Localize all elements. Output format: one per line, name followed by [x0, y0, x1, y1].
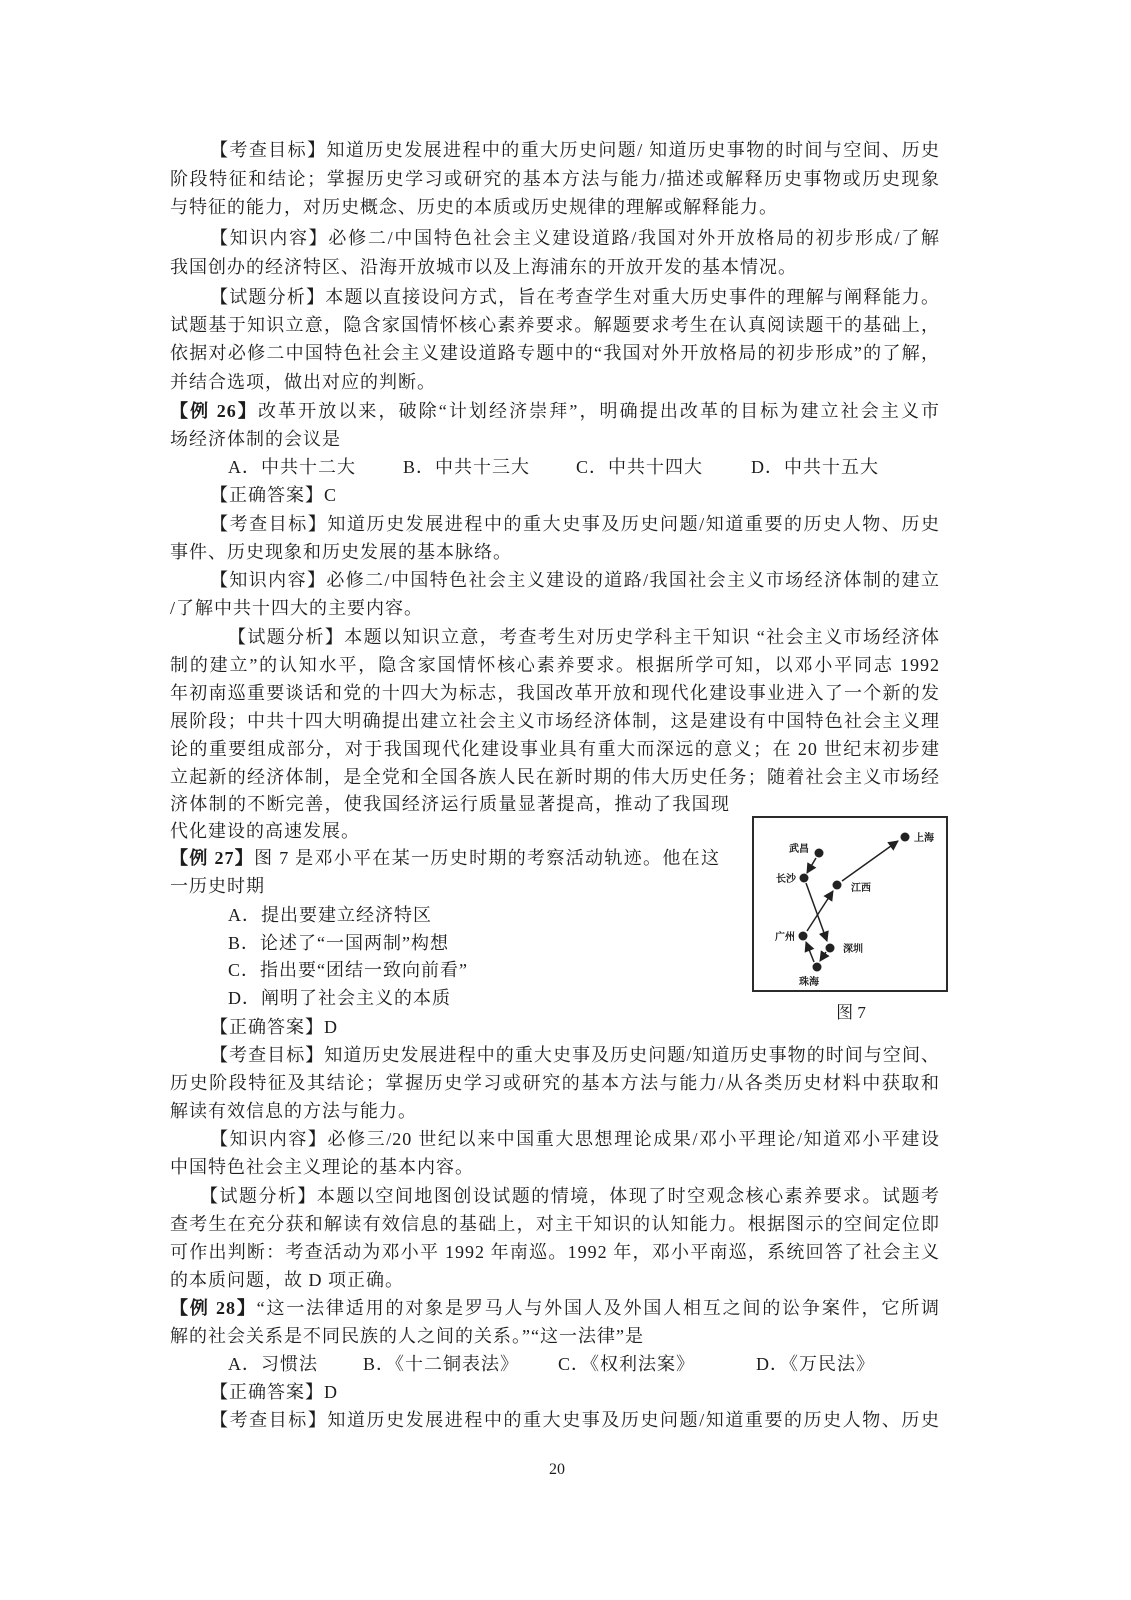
content-line: 中国特色社会主义理论的基本内容。: [170, 1157, 474, 1177]
analysis-line: 查考生在充分获和解读有效信息的基础上，对主干知识的认知能力。根据图示的空间定位即: [170, 1214, 940, 1234]
option-d: D．中共十五大: [751, 457, 879, 477]
option-b: B．中共十三大: [403, 457, 531, 477]
objective-line: 与特征的能力，对历史概念、历史的本质或历史规律的理解或解释能力。: [170, 197, 778, 217]
objective-line: [210, 512, 940, 536]
option-d: D．《万民法》: [756, 1354, 875, 1374]
analysis-text: 本题以直接设问方式，旨在考查学生对重大历史事件的理解与阐释能力。: [325, 287, 940, 307]
question-stem-line: 解的社会关系是不同民族的人之间的关系。”“这一法律”是: [170, 1326, 644, 1346]
objective-line: 历史阶段特征及其结论；掌握历史学习或研究的基本方法与能力/从各类历史材料中获取和: [170, 1073, 940, 1093]
objective-label: 【考查目标】: [210, 514, 328, 534]
analysis-line: 立起新的经济体制，是全党和全国各族人民在新时期的伟大历史任务；随着社会主义市场经: [170, 767, 940, 787]
option-b: B．论述了“一国两制”构想: [228, 933, 449, 953]
route-arrow-wuchang-changsha: [807, 858, 816, 873]
analysis-line: 代化建设的高速发展。: [170, 821, 360, 841]
analysis-line: 年初南巡重要谈话和党的十四大为标志，我国改革开放和现代化建设事业进入了一个新的发: [170, 683, 940, 703]
content-label: 【知识内容】: [210, 228, 329, 248]
route-map: [754, 818, 946, 990]
objective-line: 事件、历史现象和历史发展的基本脉络。: [170, 542, 512, 562]
answer-line: [210, 483, 337, 507]
objective-line: [210, 138, 940, 162]
question-stem-line: [170, 399, 940, 423]
objective-label: 【考查目标】: [210, 1045, 325, 1065]
objective-text: 知道历史发展进程中的重大史事及历史问题/知道历史事物的时间与空间、: [324, 1045, 940, 1065]
question-stem-line: 场经济体制的会议是: [170, 429, 341, 449]
example-label: 【例 27】: [170, 848, 255, 868]
objective-text: 知道历史发展进程中的重大史事及历史问题/知道重要的历史人物、历史: [327, 1410, 940, 1430]
answer-line: [210, 1380, 338, 1404]
question-stem-line: [170, 1296, 940, 1320]
shenzhen-label: 深圳: [843, 944, 863, 955]
objective-line: 解读有效信息的方法与能力。: [170, 1101, 417, 1121]
objective-line: [210, 1408, 940, 1432]
question-stem-text: “这一法律适用的对象是罗马人与外国人及外国人相互之间的讼争案件，它所调: [256, 1298, 940, 1318]
analysis-label: 【试题分析】: [210, 287, 326, 307]
option-a: A．中共十二大: [228, 457, 356, 477]
option-c: C．《权利法案》: [558, 1354, 696, 1374]
analysis-line: 的本质问题，故 D 项正确。: [170, 1270, 404, 1290]
page-number: 20: [549, 1461, 565, 1478]
zhuhai-dot: [813, 963, 822, 972]
question-stem-text: 图 7 是邓小平在某一历史时期的考察活动轨迹。他在这: [254, 848, 720, 868]
content-line: [210, 226, 940, 250]
content-label: 【知识内容】: [210, 1129, 328, 1149]
analysis-line: [228, 625, 940, 649]
changsha-label: 长沙: [776, 874, 796, 885]
content-text: 必修三/20 世纪以来中国重大思想理论成果/邓小平理论/知道邓小平建设: [327, 1129, 940, 1149]
option-a: A．提出要建立经济特区: [228, 905, 432, 925]
analysis-label: 【试题分析】: [200, 1186, 317, 1206]
shanghai-label: 上海: [914, 833, 934, 844]
example-label: 【例 28】: [170, 1298, 257, 1318]
analysis-line: 并结合选项，做出对应的判断。: [170, 372, 436, 392]
option-b: B．《十二铜表法》: [363, 1354, 520, 1374]
content-text: 必修二/中国特色社会主义建设的道路/我国社会主义市场经济体制的建立: [326, 570, 940, 590]
zhuhai-label: 珠海: [799, 977, 819, 988]
analysis-text: 本题以知识立意，考查考生对历史学科主干知识 “社会主义市场经济体: [344, 627, 940, 647]
objective-line: [210, 1043, 940, 1067]
route-arrow-zhuhai-guangzhou: [806, 942, 814, 962]
wuchang-label: 武昌: [789, 844, 809, 855]
route-arrow-jiangxi-shanghai: [842, 841, 898, 881]
objective-text: 知道历史发展进程中的重大历史问题/ 知道历史事物的时间与空间、历史: [326, 140, 940, 160]
shenzhen-dot: [826, 944, 835, 953]
guangzhou-dot: [799, 932, 808, 941]
changsha-dot: [800, 874, 809, 883]
answer-label: 【正确答案】: [210, 1382, 324, 1402]
analysis-line: 制的建立”的认知水平，隐含家国情怀核心素养要求。根据所学可知，以邓小平同志 1992: [170, 655, 940, 675]
jiangxi-dot: [833, 881, 842, 890]
route-map-figure: [752, 816, 948, 992]
content-line: [210, 568, 940, 592]
figure-caption: 图 7: [836, 1003, 866, 1022]
analysis-line: [210, 285, 940, 309]
route-arrow-changsha-shenzhen: [806, 883, 827, 941]
answer-value: C: [324, 485, 338, 505]
option-c: C．中共十四大: [576, 457, 704, 477]
answer-label: 【正确答案】: [210, 1017, 324, 1037]
content-line: [210, 1127, 940, 1151]
wuchang-dot: [815, 849, 824, 858]
objective-label: 【考查目标】: [210, 1410, 328, 1430]
analysis-line: 可作出判断：考查活动为邓小平 1992 年南巡。1992 年，邓小平南巡，系统回答了社会主义: [170, 1242, 940, 1262]
route-arrow-shenzhen-zhuhai: [820, 952, 826, 961]
content-line: 我国创办的经济特区、沿海开放城市以及上海浦东的开放开发的基本情况。: [170, 257, 797, 277]
content-label: 【知识内容】: [210, 570, 327, 590]
analysis-line: 济体制的不断完善，使我国经济运行质量显著提高，推动了我国现: [170, 794, 730, 814]
option-a: A．习惯法: [228, 1354, 318, 1374]
option-c: C．指出要“团结一致向前看”: [228, 960, 468, 980]
question-stem-text: 改革开放以来，破除“计划经济崇拜”，明确提出改革的目标为建立社会主义市: [257, 401, 940, 421]
content-line: /了解中共十四大的主要内容。: [170, 598, 423, 618]
analysis-label: 【试题分析】: [228, 627, 345, 647]
answer-line: [210, 1015, 338, 1039]
shanghai-dot: [901, 833, 910, 842]
jiangxi-label: 江西: [851, 883, 871, 894]
analysis-text: 本题以空间地图创设试题的情境，体现了时空观念核心素养要求。试题考: [316, 1186, 940, 1206]
analysis-line: 试题基于知识立意，隐含家国情怀核心素养要求。解题要求考生在认真阅读题干的基础上，: [170, 315, 940, 335]
objective-line: 阶段特征和结论；掌握历史学习或研究的基本方法与能力/描述或解释历史事物或历史现象: [170, 169, 940, 189]
guangzhou-label: 广州: [775, 932, 795, 943]
analysis-line: 依据对必修二中国特色社会主义建设道路专题中的“我国对外开放格局的初步形成”的了解，: [170, 343, 940, 363]
option-d: D．阐明了社会主义的本质: [228, 988, 451, 1008]
objective-text: 知道历史发展进程中的重大史事及历史问题/知道重要的历史人物、历史: [327, 514, 940, 534]
answer-value: D: [324, 1382, 338, 1402]
example-label: 【例 26】: [170, 401, 258, 421]
answer-label: 【正确答案】: [210, 485, 324, 505]
analysis-line: 展阶段；中共十四大明确提出建立社会主义市场经济体制，这是建设有中国特色社会主义理: [170, 711, 940, 731]
analysis-line: 论的重要组成部分，对于我国现代化建设事业具有重大而深远的意义；在 20 世纪末初步建: [170, 739, 940, 759]
question-stem-line: [170, 846, 720, 870]
answer-value: D: [324, 1017, 338, 1037]
analysis-line: [200, 1184, 940, 1208]
content-text: 必修二/中国特色社会主义建设道路/我国对外开放格局的初步形成/了解: [328, 228, 940, 248]
objective-label: 【考查目标】: [210, 140, 327, 160]
question-stem-line: 一历史时期: [170, 876, 265, 896]
